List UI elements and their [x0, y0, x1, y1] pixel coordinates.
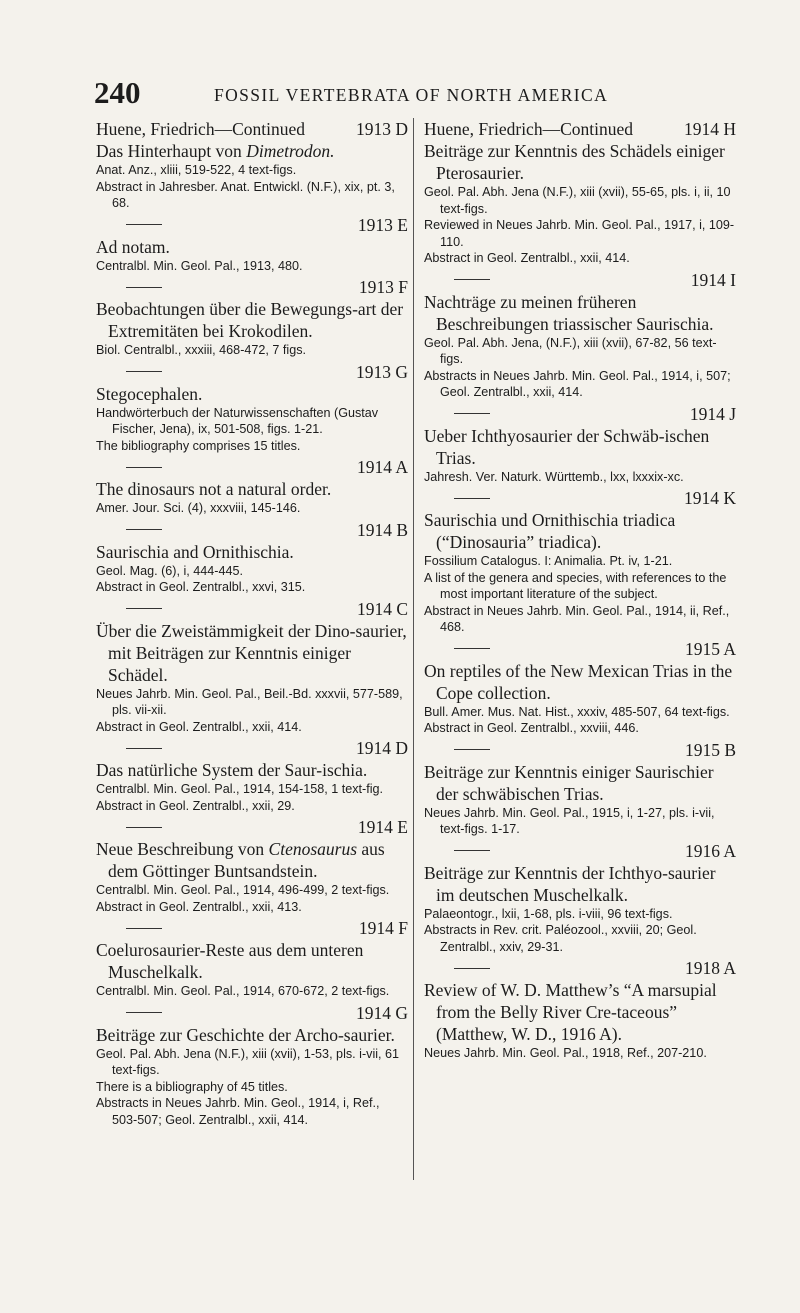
- entry-title: Stegocephalen.: [96, 383, 203, 404]
- entry-title: Das natürliche System der Saur-ischia.: [96, 760, 368, 780]
- entry-year-line: [96, 456, 408, 478]
- entry-citation: Anat. Anz., xliii, 519-522, 4 text-figs.: [96, 163, 297, 177]
- entry-year: 1914 B: [356, 519, 408, 540]
- entry-note: Abstract in Geol. Zentralbl., xxvi, 315.: [96, 580, 306, 594]
- bibliography-entry: [424, 638, 736, 737]
- entry-year-line: [424, 957, 736, 979]
- author-name: Huene, Friedrich—Continued: [424, 119, 633, 139]
- entry-year: 1914 H: [683, 119, 736, 139]
- entry-title: Saurischia und Ornithischia triadica (“Dinosauria” triadica).: [424, 510, 676, 552]
- entry-year-line: [96, 1002, 408, 1024]
- entry-citation: Neues Jahrb. Min. Geol. Pal., Beil.-Bd. xxxvii, 577-589, pls. vii-xii.: [96, 686, 403, 717]
- entry-year: 1914 D: [355, 738, 408, 758]
- ditto-dash: [126, 827, 162, 828]
- ditto-dash: [454, 413, 490, 414]
- entry-year: 1913 D: [355, 119, 408, 139]
- entry-citation: Bull. Amer. Mus. Nat. Hist., xxxiv, 485-507, 64 text-figs.: [424, 704, 730, 719]
- bibliography-entry: [96, 214, 408, 275]
- running-title: FOSSIL VERTEBRATA OF NORTH AMERICA: [214, 85, 609, 105]
- bibliography-entry: [424, 487, 736, 636]
- entry-title: Neue Beschreibung von Ctenosaurus aus dem Göttinger Buntsandstein.: [96, 839, 385, 881]
- bibliography-entry: [96, 361, 408, 455]
- ditto-dash: [454, 498, 490, 499]
- entry-year: 1914 E: [357, 817, 408, 837]
- entry-citation: Geol. Mag. (6), i, 444-445.: [96, 563, 243, 578]
- entry-year: 1913 G: [355, 361, 408, 382]
- page-header: [94, 74, 734, 112]
- entry-note: A list of the genera and species, with references to the most important literature of the subject.: [424, 570, 727, 601]
- bibliography-entry: [424, 403, 736, 486]
- entry-year-line: [96, 276, 408, 298]
- entry-year-line: [424, 487, 736, 509]
- entry-year: 1918 A: [684, 958, 736, 978]
- entry-citation: Handwörterbuch der Naturwissenschaften (Gustav Fischer, Jena), ix, 501-508, figs. 1-21.: [96, 405, 379, 436]
- entry-title: Beiträge zur Kenntnis einiger Saurischier der schwäbischen Trias.: [424, 761, 714, 804]
- entry-note: Abstract in Geol. Zentralbl., xxii, 29.: [96, 798, 295, 813]
- entry-note: Abstracts in Neues Jahrb. Min. Geol. Pal., 1914, i, 507; Geol. Zentralbl., xxii, 414.: [424, 368, 731, 399]
- entry-citation: Fossilium Catalogus. I: Animalia. Pt. iv, 1-21.: [424, 554, 673, 568]
- entry-title: Über die Zweistämmigkeit der Dino-saurier, mit Beiträgen zur Kenntnis einiger Schädel.: [96, 620, 407, 685]
- ditto-dash: [454, 968, 490, 969]
- entry-year-line: [424, 269, 736, 291]
- bibliography-entry: [96, 598, 408, 736]
- column-divider: [413, 118, 414, 1180]
- entry-title: Beobachtungen über die Bewegungs-art der Extremitäten bei Krokodilen.: [96, 299, 404, 341]
- ditto-dash: [126, 928, 162, 929]
- bibliography-entry: [96, 1002, 408, 1129]
- author-heading: [96, 118, 408, 140]
- ditto-dash: [454, 749, 490, 750]
- entry-title: The dinosaurs not a natural order.: [96, 479, 332, 499]
- entry-year-line: [96, 598, 408, 620]
- entry-year: 1914 A: [356, 457, 408, 477]
- bibliography-entry: [424, 840, 736, 956]
- bibliography-entry: [96, 140, 408, 212]
- entry-year-line: [96, 917, 408, 939]
- entry-year: 1914 I: [690, 269, 736, 290]
- entry-note: Abstract in Geol. Zentralbl., xxii, 414.: [424, 251, 630, 265]
- entry-note: Abstract in Geol. Zentralbl., xxii, 413.: [96, 899, 302, 914]
- ditto-dash: [126, 529, 162, 530]
- bibliography-entry: [96, 737, 408, 814]
- bibliography-entry: [96, 276, 408, 359]
- ditto-dash: [126, 224, 162, 225]
- entry-list: [424, 140, 736, 1062]
- entry-citation: Centralbl. Min. Geol. Pal., 1913, 480.: [96, 258, 303, 273]
- entry-year-line: [424, 840, 736, 862]
- ditto-dash: [126, 1012, 162, 1013]
- entry-title: Review of W. D. Matthew’s “A marsupial from the Belly River Cre-taceous” (Matthew, W. D., 1916 A).: [424, 980, 717, 1044]
- entry-year: 1914 K: [683, 488, 736, 508]
- entry-year: 1913 E: [357, 214, 408, 235]
- entry-citation: Centralbl. Min. Geol. Pal., 1914, 670-672, 2 text-figs.: [96, 984, 390, 998]
- author-name: Huene, Friedrich—Continued: [96, 119, 305, 139]
- right-column: [424, 118, 736, 1062]
- entry-note: Abstract in Neues Jahrb. Min. Geol. Pal., 1914, ii, Ref., 468.: [424, 603, 730, 634]
- entry-title: Ueber Ichthyosaurier der Schwäb-ischen Trias.: [424, 425, 710, 468]
- ditto-dash: [454, 648, 490, 649]
- entry-year-line: [96, 737, 408, 759]
- entry-note: Abstract in Geol. Zentralbl., xxii, 414.: [96, 719, 302, 734]
- ditto-dash: [126, 287, 162, 288]
- entry-year: 1913 F: [358, 277, 408, 297]
- entry-citation: Biol. Centralbl., xxxiii, 468-472, 7 figs.: [96, 343, 306, 357]
- entry-note: Abstract in Jahresber. Anat. Entwickl. (N.F.), xix, pt. 3, 68.: [96, 179, 395, 210]
- entry-title: Nachträge zu meinen früheren Beschreibungen triassischer Saurischia.: [424, 291, 714, 334]
- entry-citation: Palaeontogr., lxii, 1-68, pls. i-viii, 96 text-figs.: [424, 906, 673, 921]
- entry-year-line: [424, 403, 736, 425]
- entry-title: Beiträge zur Geschichte der Archo-saurier.: [96, 1024, 395, 1045]
- entry-note: Abstracts in Neues Jahrb. Min. Geol., 1914, i, Ref., 503-507; Geol. Zentralbl., xxii, 414.: [96, 1096, 380, 1127]
- entry-title: On reptiles of the New Mexican Trias in the Cope collection.: [424, 660, 733, 703]
- entry-title: Ad notam.: [96, 236, 170, 257]
- entry-citation: Neues Jahrb. Min. Geol. Pal., 1918, Ref., 207-210.: [424, 1046, 707, 1060]
- bibliography-entry: [96, 917, 408, 1000]
- entry-citation: Geol. Pal. Abh. Jena (N.F.), xiii (xvii), 1-53, pls. i-vii, 61 text-figs.: [96, 1046, 400, 1077]
- entry-note: Reviewed in Neues Jahrb. Min. Geol. Pal., 1917, i, 109-110.: [424, 218, 735, 249]
- entry-year-line: [424, 739, 736, 761]
- entry-year: 1916 A: [684, 840, 736, 861]
- entry-citation: Amer. Jour. Sci. (4), xxxviii, 145-146.: [96, 501, 301, 515]
- bibliography-entry: [424, 140, 736, 267]
- entry-year-line: [96, 519, 408, 541]
- entry-citation: Centralbl. Min. Geol. Pal., 1914, 154-158, 1 text-fig.: [96, 782, 384, 796]
- entry-citation: Jahresh. Ver. Naturk. Württemb., lxx, lxxxix-xc.: [424, 469, 684, 484]
- entry-note: Abstracts in Rev. crit. Paléozool., xxviii, 20; Geol. Zentralbl., xxiv, 29-31.: [424, 923, 697, 954]
- entry-title: Beiträge zur Kenntnis der Ichthyo-saurier im deutschen Muschelkalk.: [424, 862, 716, 905]
- entry-year: 1914 C: [356, 598, 408, 619]
- author-heading: [424, 118, 736, 140]
- bibliography-entry: [424, 269, 736, 401]
- entry-title: Das Hinterhaupt von Dimetrodon.: [96, 141, 335, 161]
- bibliography-entry: [424, 957, 736, 1062]
- ditto-dash: [126, 467, 162, 468]
- bibliography-entry: [96, 519, 408, 596]
- entry-note: The bibliography comprises 15 titles.: [96, 438, 301, 453]
- entry-year: 1914 F: [358, 918, 408, 938]
- page-number: 240: [94, 75, 141, 110]
- entry-title: Saurischia and Ornithischia.: [96, 541, 294, 562]
- entry-year-line: [424, 638, 736, 660]
- entry-title: Coelurosaurier-Reste aus dem unteren Muschelkalk.: [96, 940, 364, 982]
- entry-year-line: [96, 361, 408, 383]
- entry-title: Beiträge zur Kenntnis des Schädels einiger Pterosaurier.: [424, 141, 725, 183]
- entry-note: There is a bibliography of 45 titles.: [96, 1079, 288, 1094]
- entry-citation: Geol. Pal. Abh. Jena, (N.F.), xiii (xvii), 67-82, 56 text-figs.: [424, 335, 717, 366]
- entry-citation: Neues Jahrb. Min. Geol. Pal., 1915, i, 1-27, pls. i-vii, text-figs. 1-17.: [424, 805, 715, 836]
- ditto-dash: [126, 371, 162, 372]
- bibliography-entry: [96, 816, 408, 915]
- bibliography-entry: [424, 739, 736, 838]
- left-column: [96, 118, 408, 1128]
- entry-citation: Geol. Pal. Abh. Jena (N.F.), xiii (xvii), 55-65, pls. i, ii, 10 text-figs.: [424, 185, 731, 216]
- ditto-dash: [126, 748, 162, 749]
- entry-year: 1915 B: [684, 739, 736, 760]
- entry-year-line: [96, 816, 408, 838]
- entry-note: Abstract in Geol. Zentralbl., xxviii, 446.: [424, 721, 639, 735]
- bibliography-entry: [96, 456, 408, 517]
- entry-list: [96, 140, 408, 1128]
- ditto-dash: [454, 279, 490, 280]
- ditto-dash: [454, 850, 490, 851]
- entry-year: 1914 G: [355, 1002, 408, 1023]
- entry-year: 1915 A: [684, 638, 736, 659]
- entry-year-line: [96, 214, 408, 236]
- entry-year: 1914 J: [689, 403, 736, 424]
- ditto-dash: [126, 608, 162, 609]
- entry-citation: Centralbl. Min. Geol. Pal., 1914, 496-499, 2 text-figs.: [96, 883, 390, 897]
